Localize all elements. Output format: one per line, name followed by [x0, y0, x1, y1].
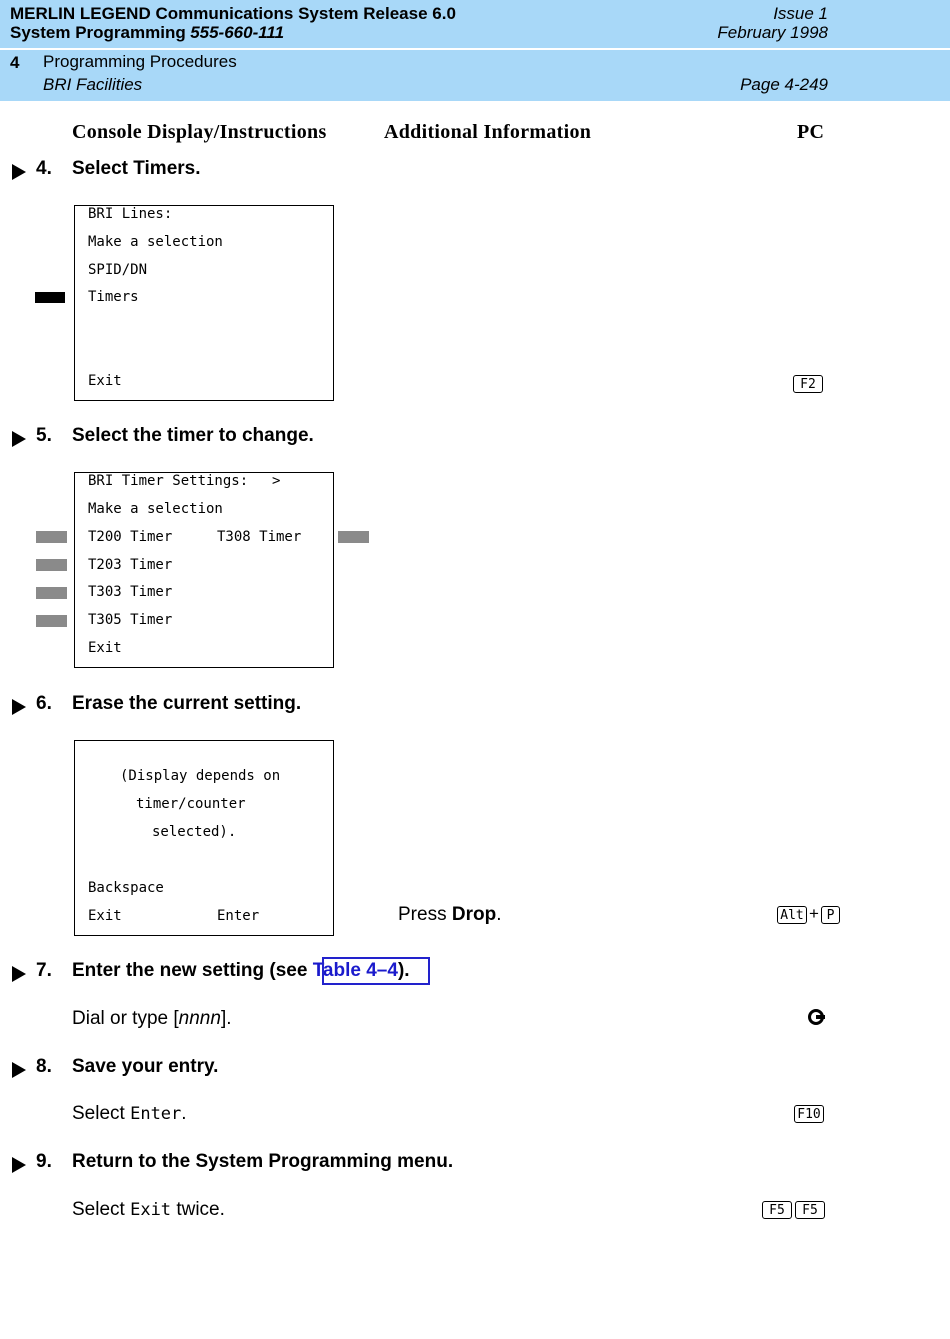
- softkey-indicator: [36, 559, 67, 571]
- dial-pad-icon: [807, 1008, 825, 1026]
- screen-option-t203[interactable]: T203 Timer: [88, 557, 173, 573]
- console-screen-bri-timers: [74, 472, 334, 668]
- instr-prefix: Select: [72, 1103, 131, 1124]
- f5-key[interactable]: F5: [795, 1201, 825, 1219]
- doc-subtitle-bold: System Programming: [10, 23, 186, 42]
- table-link[interactable]: Table 4–4: [312, 960, 398, 981]
- section-title: BRI Facilities: [43, 75, 143, 94]
- screen-option-exit[interactable]: Exit: [88, 373, 122, 389]
- step-text: Select Timers.: [72, 158, 201, 179]
- screen-option-exit[interactable]: Exit: [88, 908, 122, 924]
- instruction-dial: [72, 1008, 232, 1030]
- screen-option-t200[interactable]: T200 Timer: [88, 529, 173, 545]
- step-text: Return to the System Programming menu.: [72, 1151, 454, 1172]
- info-suffix: .: [496, 904, 502, 925]
- instr-softkey: Exit: [130, 1200, 172, 1220]
- step-number: 8.: [36, 1056, 52, 1077]
- plus-sign: +: [809, 904, 819, 923]
- screen-option-backspace[interactable]: Backspace: [88, 880, 164, 896]
- screen-option-spid-dn[interactable]: SPID/DN: [88, 262, 148, 278]
- instruction-select-exit: [72, 1199, 225, 1221]
- step-text-after: ).: [397, 960, 410, 981]
- step-number: 7.: [36, 960, 52, 981]
- step-arrow-icon: [12, 431, 26, 447]
- console-screen-erase: [74, 740, 334, 936]
- instr-variable: nnnn: [178, 1008, 221, 1029]
- screen-option-timers[interactable]: Timers: [88, 289, 139, 305]
- step-text: Save your entry.: [72, 1056, 219, 1077]
- instr-suffix: ].: [220, 1008, 232, 1029]
- instr-softkey: Enter: [130, 1104, 182, 1124]
- issue-label: Issue 1: [773, 4, 828, 23]
- screen-line: Make a selection: [88, 234, 223, 250]
- instr-suffix: .: [181, 1103, 187, 1124]
- f2-key[interactable]: F2: [793, 375, 823, 393]
- selection-indicator: [35, 292, 65, 303]
- doc-subtitle: [10, 23, 284, 43]
- screen-line: BRI Lines:: [88, 206, 173, 222]
- f5-key[interactable]: F5: [762, 1201, 792, 1219]
- softkey-indicator: [36, 531, 67, 543]
- screen-title: BRI Timer Settings:: [88, 473, 249, 489]
- screen-line: selected).: [152, 824, 237, 840]
- more-indicator: >: [272, 473, 281, 489]
- console-screen-bri-lines: [74, 205, 334, 401]
- screen-option-t305[interactable]: T305 Timer: [88, 612, 173, 628]
- step-text: Erase the current setting.: [72, 693, 302, 714]
- screen-option-t308[interactable]: T308 Timer: [217, 529, 302, 545]
- page-number: Page 4-249: [740, 75, 828, 94]
- screen-option-exit[interactable]: Exit: [88, 640, 122, 656]
- step-number: 9.: [36, 1151, 52, 1172]
- screen-option-t303[interactable]: T303 Timer: [88, 584, 173, 600]
- doc-title: MERLIN LEGEND Communications System Release 6.0: [10, 4, 456, 23]
- step-number: 6.: [36, 693, 52, 714]
- info-prefix: Press: [398, 904, 452, 925]
- instr-prefix: Dial or type [: [72, 1008, 179, 1029]
- instr-prefix: Select: [72, 1199, 131, 1220]
- column-pc: PC: [797, 121, 825, 143]
- step-arrow-icon: [12, 1157, 26, 1173]
- issue-date: February 1998: [717, 23, 828, 42]
- instr-suffix: twice.: [171, 1199, 225, 1220]
- instruction-select-enter: [72, 1103, 187, 1125]
- link-highlight-box: [322, 957, 430, 985]
- screen-line: Make a selection: [88, 501, 223, 517]
- step-arrow-icon: [12, 966, 26, 982]
- softkey-indicator: [36, 615, 67, 627]
- column-console: Console Display/Instructions: [72, 121, 327, 143]
- screen-option-enter[interactable]: Enter: [217, 908, 260, 924]
- step-arrow-icon: [12, 164, 26, 180]
- step-number: 5.: [36, 425, 52, 446]
- p-key[interactable]: P: [821, 906, 840, 924]
- drop-key-label: Drop: [451, 904, 497, 925]
- step-arrow-icon: [12, 1062, 26, 1078]
- alt-key[interactable]: Alt: [777, 906, 807, 924]
- softkey-indicator: [36, 587, 67, 599]
- step-number: 4.: [36, 158, 52, 179]
- doc-number: 555-660-111: [190, 23, 285, 42]
- chapter-title: Programming Procedures: [43, 52, 237, 71]
- screen-line: (Display depends on: [120, 768, 281, 784]
- softkey-indicator: [338, 531, 369, 543]
- additional-info-press-drop: [398, 904, 501, 926]
- chapter-number: 4: [10, 53, 20, 72]
- step-arrow-icon: [12, 699, 26, 715]
- column-additional: Additional Information: [384, 121, 592, 143]
- screen-line: timer/counter: [136, 796, 246, 812]
- step-text: Select the timer to change.: [72, 425, 314, 446]
- f10-key[interactable]: F10: [794, 1105, 824, 1123]
- step-text-before: Enter the new setting (see: [72, 960, 313, 981]
